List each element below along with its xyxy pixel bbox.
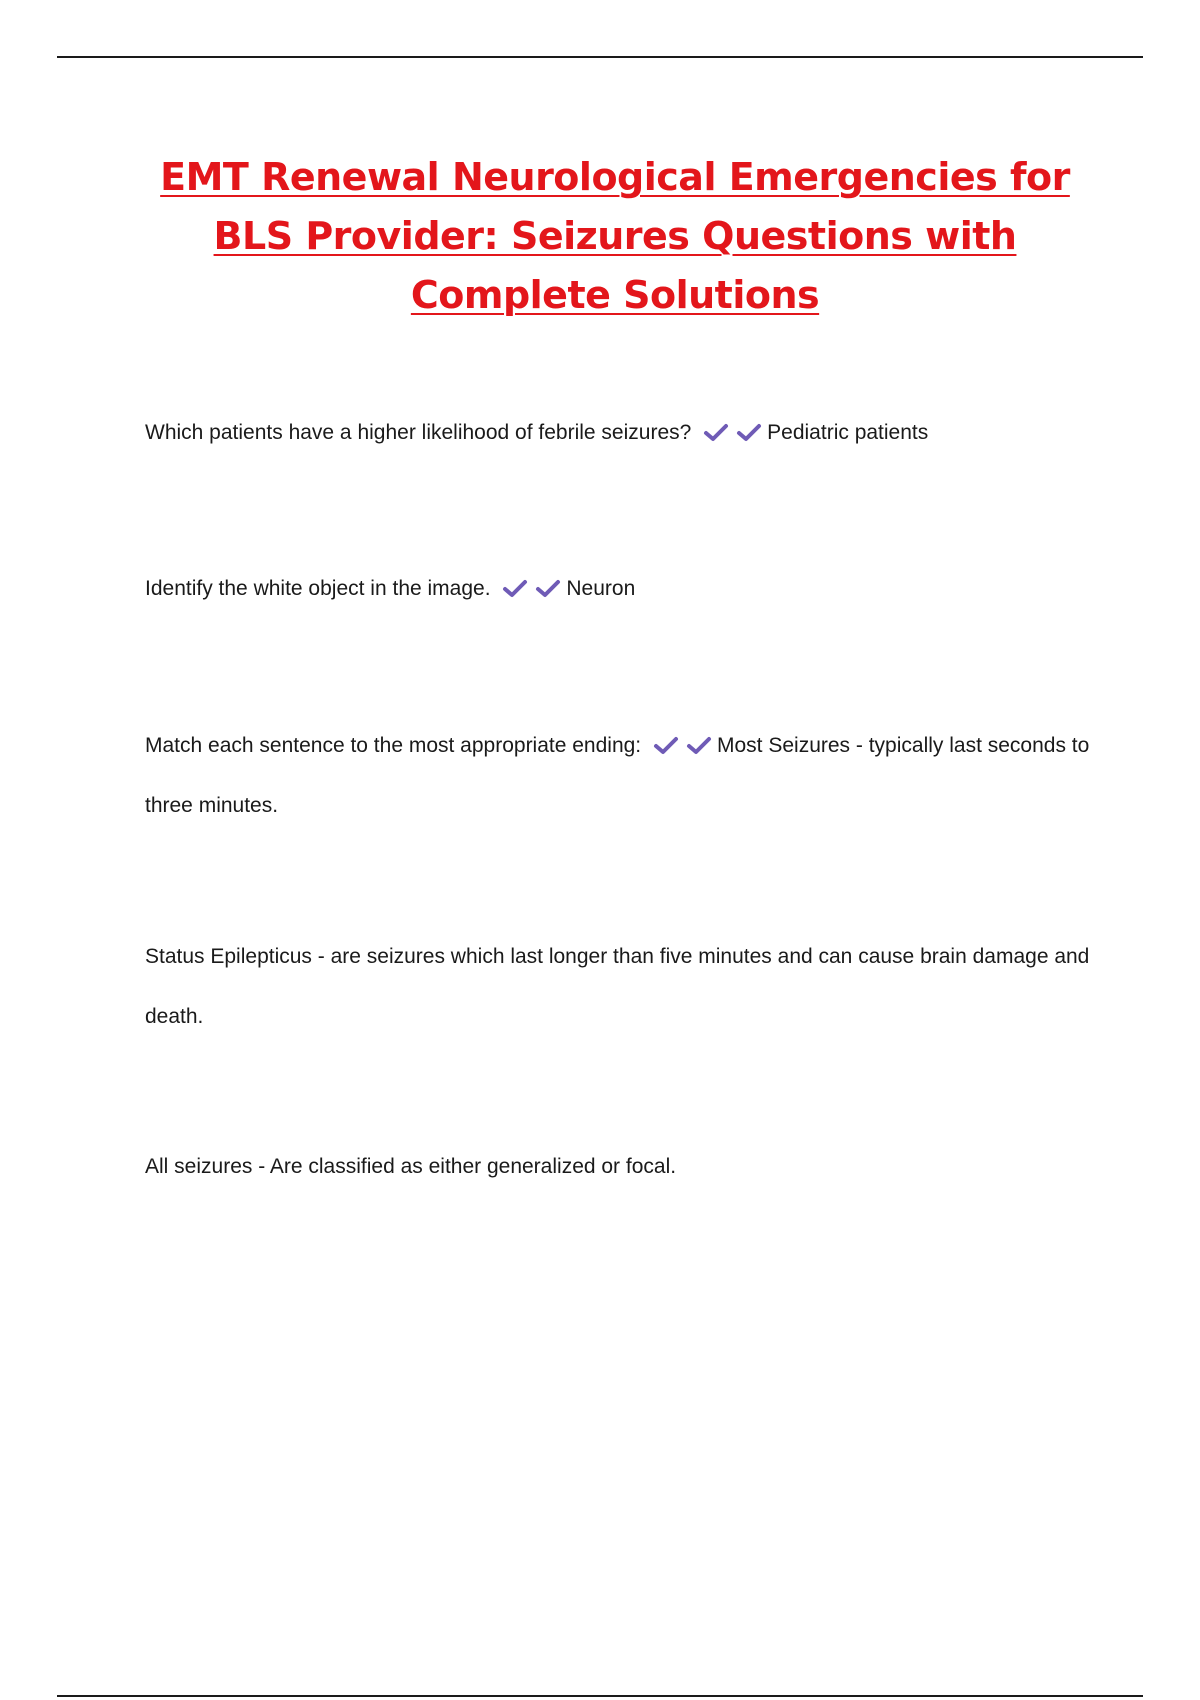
title-line-1: EMT Renewal Neurological Emergencies for xyxy=(160,155,1070,199)
statement-item xyxy=(145,1137,1105,1197)
title-line-2: BLS Provider: Seizures Questions with xyxy=(213,214,1017,258)
statement-text: Status Epilepticus - are seizures which last longer than five minutes and can cause brain damage and death. xyxy=(145,945,1090,1028)
answer-marker xyxy=(502,557,564,617)
checkmark-icon xyxy=(535,578,561,598)
question-text: Identify the white object in the image. xyxy=(145,577,491,600)
statement-text: All seizures - Are classified as either generalized or focal. xyxy=(145,1155,677,1178)
top-rule xyxy=(57,56,1143,58)
checkmark-icon xyxy=(736,422,762,442)
answer-text: Most Seizures - typically last seconds to three minutes. xyxy=(145,734,1090,818)
answer-marker xyxy=(703,401,765,461)
bottom-rule xyxy=(57,1695,1143,1697)
title-line-3: Complete Solutions xyxy=(410,273,820,317)
answer-text: Pediatric patients xyxy=(767,421,929,444)
checkmark-icon xyxy=(703,422,729,442)
checkmark-icon xyxy=(653,735,679,755)
answer-marker xyxy=(653,714,715,774)
qa-item xyxy=(145,559,1105,619)
statement-item xyxy=(145,927,1105,1047)
question-text: Which patients have a higher likelihood of febrile seizures? xyxy=(145,421,692,444)
checkmark-icon xyxy=(502,578,528,598)
document-title xyxy=(110,148,1120,325)
qa-item xyxy=(145,716,1105,836)
checkmark-icon xyxy=(686,735,712,755)
answer-text: Neuron xyxy=(566,577,636,600)
qa-item xyxy=(145,403,1105,463)
question-text: Match each sentence to the most appropriate ending: xyxy=(145,734,642,757)
